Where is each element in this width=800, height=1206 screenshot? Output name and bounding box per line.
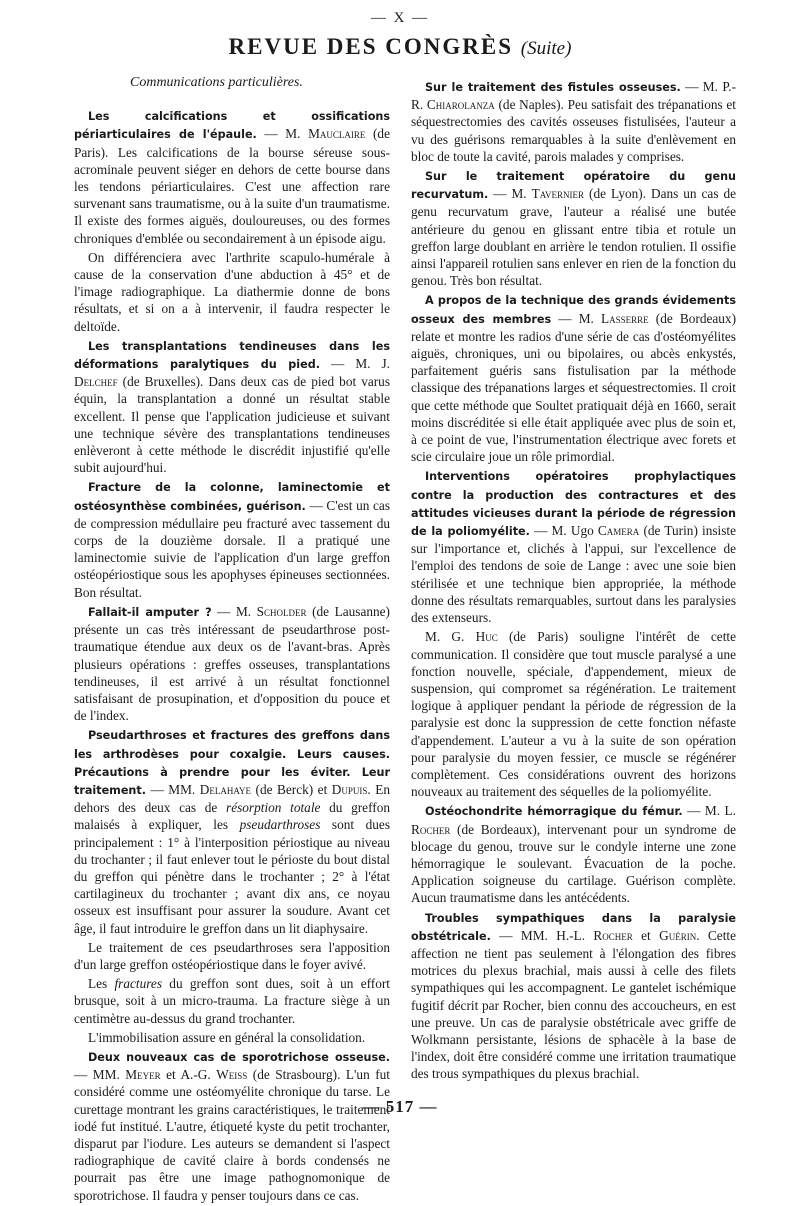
author-name: Camera: [597, 523, 640, 539]
article-title: Interventions opératoires prophylactiques contre la production des contractures et des attitudes vicieuses durant la période de régression de la poliomyélite.: [411, 470, 736, 539]
article-title: Pseudarthroses et fractures des greffons dans les arthrodèses pour coxalgie. Leurs causes. Précautions à prendre pour les éviter. Leur traitement.: [74, 729, 390, 797]
page-title-text: REVUE DES CONGRÈS: [228, 34, 514, 59]
author-name: Meyer: [125, 1067, 161, 1083]
right-column: [411, 78, 736, 1085]
article-title: Les calcifications et ossifications périarticulaires de l'épaule.: [74, 110, 390, 142]
author-name: Rocher: [593, 927, 633, 943]
article-fistules: Sur le traitement des fistules osseuses. — M. P.-R. Chiarolanza (de Naples). Peu satisfait des trépanations et séquestrectomies des cavités osseuses fistulisées, l'auteur a vu des guérisons remarquables à la suite d'enlèvement en bloc de toute la cavité, parois malades y comprises.: [411, 79, 736, 164]
section-folio: — X —: [370, 10, 430, 26]
article-title: Ostéochondrite hémorragique du fémur.: [425, 805, 683, 819]
article-title: Sur le traitement des fistules osseuses.: [425, 81, 681, 94]
author-name: Chiarolanza: [426, 97, 495, 113]
article-pseudarthroses: Pseudarthroses et fractures des greffons dans les arthrodèses pour coxalgie. Leurs causes. Précautions à prendre pour les éviter. Leur traitement. — MM. Delahaye (de Berck) et Dupuis. En dehors des deux cas de résorption totale du greffon malaisés à expliquer, les pseudarthroses sont dues principalement : 1° à l'interposition périostique au niveau du trochanter ; il faut enlever tout le périoste du bout distal du greffon qui pénètre dans le trochanter ; 2° à l'état cartilagineux du trochanter ; avant dix ans, ce noyau osseux est insuffisant pour assurer la soudure. Avant cet âge, il faut introduire le greffon dans un lit diaphysaire.: [74, 729, 391, 936]
author-name: Huc: [475, 629, 498, 645]
section-heading: Communications particulières.: [130, 75, 303, 90]
article-title: Fracture de la colonne, laminectomie et ostéosynthèse combinées, guérison.: [74, 481, 390, 513]
article-title: A propos de la technique des grands évidements osseux des membres: [411, 294, 736, 326]
article-paragraph: Les fractures du greffon sont dues, soit à un effort brusque, soit à un micro-trauma. La fracture siège à un centimètre au-dessus du grand trochanter.: [74, 976, 390, 1026]
article-amputer: Fallait-il amputer ? — M. Scholder (de Lausanne) présente un cas très intéressant de pseudarthrose post-traumatique étendue aux deux os de l'avant-bras. Après plusieurs opérations : greffes osseuses, transplantations tendineuses, il est arrivé à un résultat fonctionnel satisfaisant de prosupination, et d'opposition du pouce et de l'index.: [74, 603, 390, 724]
article-paragraph: M. G. Huc (de Paris) souligne l'intérêt de cette communication. Il considère que tout muscle paralysé a une fonction nouvelle, spéciale, d'appendement, mieux de suspension, qui compromet sa régénération. Le traitement logique à appliquer pendant la période de régression de la paralysie est donc la suppression de cette fonction néfaste d'appendement. L'auteur a vu à la suite de son opération pour paralysie du moyen fessier, ce muscle se régénérer complètement. Ces considérations ouvrent des horizons nouveaux au traitement des séquelles de la poliomyélite.: [411, 629, 736, 800]
left-column: [74, 74, 390, 1206]
author-name: Scholder: [256, 603, 307, 619]
article-transplantations: Les transplantations tendineuses dans les déformations paralytiques du pied. — M. J. Delchef (de Bruxelles). Dans deux cas de pied bot varus équin, la transplantation a donné un résultat stable excellent. Il pense que l'application judicieuse et suivant une technique sévère des transplantations tendineuses enlèveront à cette méthode le discrédit injustifié qu'elle subit aujourd'hui.: [74, 339, 390, 476]
author-name: Delchef: [74, 374, 118, 390]
article-genu-recurvatum: Sur le traitement opératoire du genu recurvatum. — M. Tavernier (de Lyon). Dans un cas de genu recurvatum grave, l'auteur a réalisé une butée antérieure du genou en glissant entre tibia et rotule un greffon large doublant en arrière le tendon rotulien. Il ossifie ainsi l'appareil rotulien sans enlever en rien de la fonction du genou. Très bon résultat.: [411, 170, 736, 289]
article-calcifications: Les calcifications et ossifications périarticulaires de l'épaule. — M. Mauclaire (de Paris). Les calcifications de la bourse séreuse sous-acrominale peuvent siéger en dehors de cette bourse dans les tendons périarticulaires. C'est une affection rare survenant sans traumatisme, ou à la suite d'un traumatisme. Il existe des formes aiguës, douloureuses, ou des formes chroniques d'emblée ou secondairement à un épisode aigu.: [74, 110, 391, 246]
article-title: Les transplantations tendineuses dans les déformations paralytiques du pied.: [74, 339, 390, 372]
article-osteochondrite: Ostéochondrite hémorragique du fémur. — M. L. Rocher (de Bordeaux), intervenant pour un syndrome de blocage du genou, trouve sur le condyle interne une zone hémorragique le soulevant. Évacuation de la poche. Application soigneuse du cartilage. Guérison complète. Aucun traumatisme dans les antécédents.: [411, 803, 736, 906]
author-name: Tavernier: [531, 186, 585, 202]
author-name: Guérin: [659, 927, 697, 943]
author-name: Lasserre: [600, 310, 649, 326]
page-number: — 517 —: [362, 1097, 438, 1116]
article-sporotrichose: Deux nouveaux cas de sporotrichose osseuse. — MM. Meyer et A.-G. Weiss (de Strasbourg). L'un fut considéré comme une ostéomyélite chronique du tarse. Le curettage montrant les grains caractéristiques, le traitement iodé fut institué. L'autre, étiqueté kyste du petit trochanter, disparut par l'iodure. Les auteurs se demandent si l'aspect radiographique de cavité claire à bords condensés ne pourrait pas être une image pathognomonique de sporotrichose. Il faudra y penser toujours dans ce cas.: [74, 1050, 390, 1203]
article-paralysie-obstetricale: Troubles sympathiques dans la paralysie obstétricale. — MM. H.-L. Rocher et Guérin. Cette affection ne tient pas seulement à l'élongation des fibres motrices du plexus brachial, mais aussi à celle des filets sympathiques qui les accompagnent. Le gantelet ischémique fugitif décrit par Rocher, bien connu des accoucheurs, en est une preuve. Un cas de paralysie obstétricale avec griffe de Wolkmann persistante, lésions de sphacèle à la base de l'index, doit être considéré comme une irritation traumatique des trous sympathiques du plexus brachial.: [411, 911, 736, 1082]
article-paragraph: On différenciera avec l'arthrite scapulo-humérale à cause de la conservation d'une abduction à 45° et de l'image radiographique. La diathermie donne de bons résultats, et si on a à intervenir, il faudra respecter le deltoïde.: [74, 249, 390, 334]
author-name: Dupuis: [331, 781, 368, 797]
author-name: Delahaye: [199, 781, 252, 797]
page-title-suite: (Suite): [520, 38, 572, 59]
author-name: Rocher: [411, 821, 451, 837]
article-title: Troubles sympathiques dans la paralysie obstétricale.: [411, 911, 736, 943]
article-title: Fallait-il amputer ?: [88, 605, 212, 619]
article-paragraph: Le traitement de ces pseudarthroses sera l'apposition d'un large greffon ostéopériostique dans le foyer avivé.: [74, 939, 390, 972]
article-title: Deux nouveaux cas de sporotrichose osseuse.: [88, 1050, 390, 1064]
author-name: Mauclaire: [308, 126, 366, 142]
article-poliomyelite: Interventions opératoires prophylactiques contre la production des contractures et des attitudes vicieuses durant la période de régression de la poliomyélite. — M. Ugo Camera (de Turin) insiste sur l'importance et, clichés à l'appui, sur l'excellence de l'emploi des tendons de soie de Lange : avec une soie bien stérilisée et une technique bien appropriée, la méthode donne des résultats remarquables, surtout dans les paralysies des extenseurs.: [411, 470, 737, 626]
page-title: [0, 34, 800, 60]
article-title: Sur le traitement opératoire du genu recurvatum.: [411, 170, 736, 202]
article-fracture-colonne: Fracture de la colonne, laminectomie et ostéosynthèse combinées, guérison. — C'est un cas de compression médullaire peu fracturé avec tassement du corps de la douzième dorsale. Il a pratiqué une laminectomie suivie de l'application d'un large greffon ostéopériostique sous les apophyses épineuses sectionnées. Bon résultat.: [74, 481, 390, 600]
article-evidements: A propos de la technique des grands évidements osseux des membres — M. Lasserre (de Bordeaux) relate et montre les radios d'une série de cas d'ostéomyélites aiguës, chroniques, uni ou bipolaires, ou abcès enkystés, parfaitement guéris sans fistulisation par la méthode classique des trépanations larges et séquestrectomies. Il croit que cette méthode que Soultet pratiquait déjà en 1660, serait moins discréditée si elle était appliquée avec plus de soin et, à ce point de vue, l'instrumentation électrique avec forets et scie circulaire joue un rôle primordial.: [411, 294, 736, 465]
author-name: Weiss: [216, 1067, 248, 1083]
article-paragraph: L'immobilisation assure en général la consolidation.: [88, 1029, 366, 1045]
